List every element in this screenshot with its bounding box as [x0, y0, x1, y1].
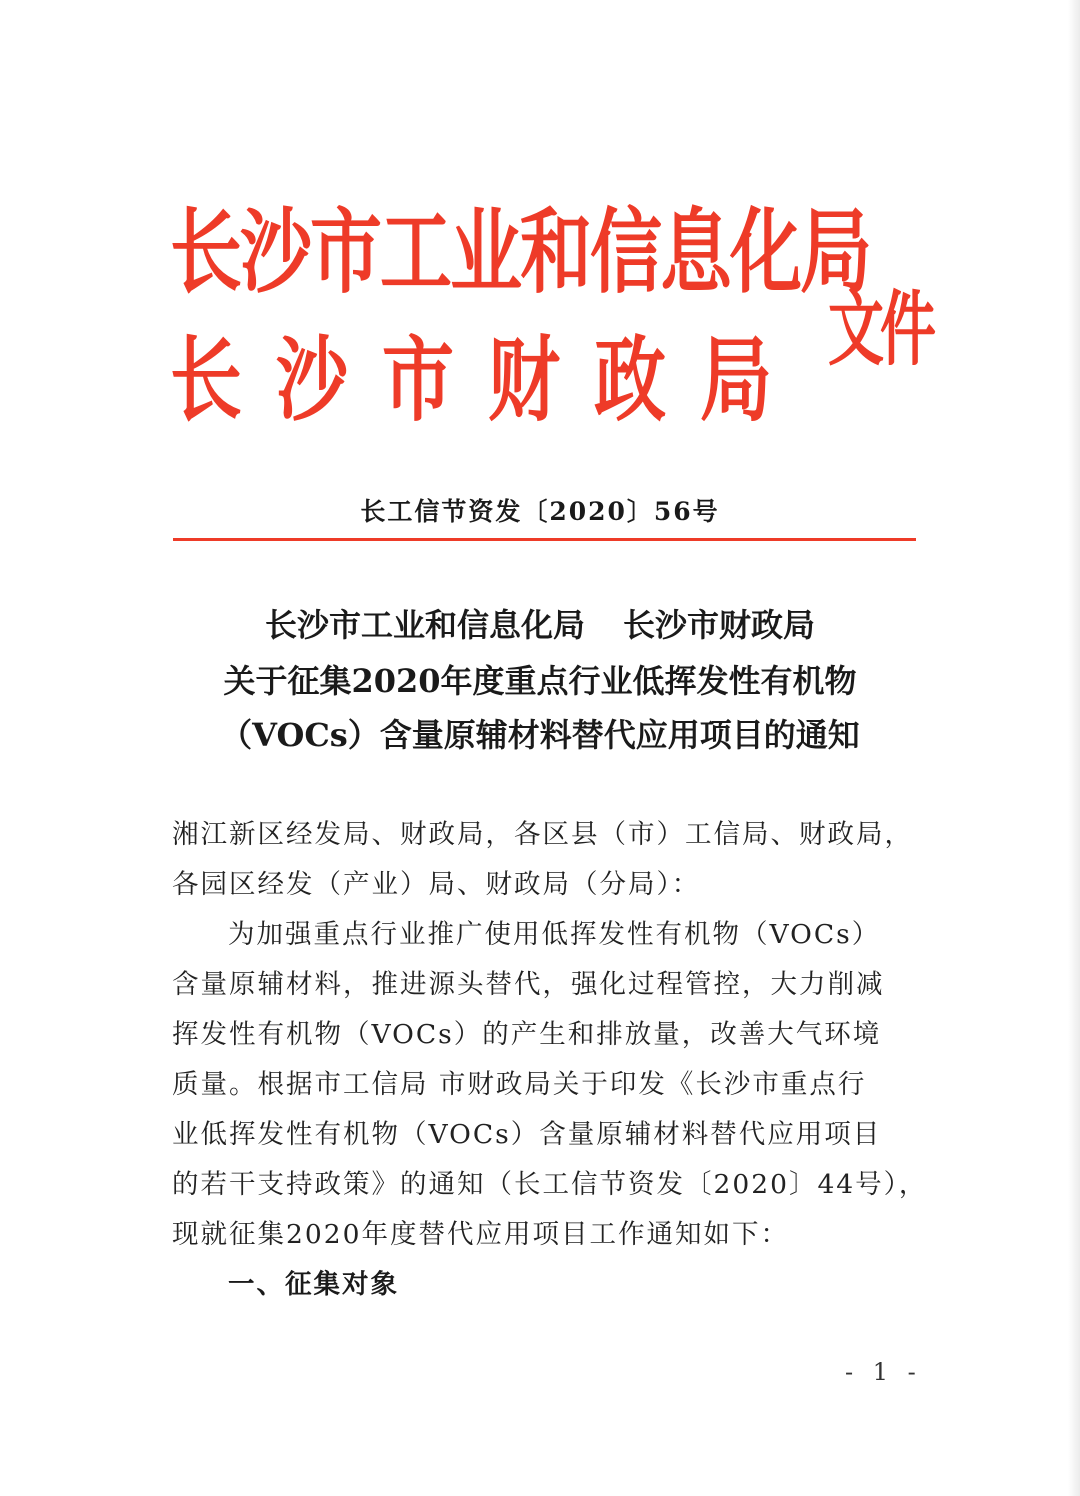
paragraph-line: 业低挥发性有机物（VOCs）含量原辅材料替代应用项目 — [172, 1119, 882, 1150]
paragraph-line: 为加强重点行业推广使用低挥发性有机物（VOCs） — [228, 919, 881, 950]
masthead-line-2: 长沙市财政局 — [170, 325, 807, 434]
title-line-1 — [150, 600, 930, 646]
masthead-suffix: 文件 — [828, 281, 932, 378]
paragraph-line: 质量。根据市工信局 市财政局关于印发《长沙市重点行 — [172, 1069, 867, 1100]
title-issuer-1: 长沙市工业和信息化局 — [264, 606, 585, 644]
title-line-3: （VOCs）含量原辅材料替代应用项目的通知 — [220, 716, 860, 754]
addressee-line-1: 湘江新区经发局、财政局，各区县（市）工信局、财政局， — [172, 819, 913, 850]
title-line-2: 关于征集2020年度重点行业低挥发性有机物 — [223, 662, 857, 700]
paragraph-line: 的若干支持政策》的通知（长工信节资发〔2020〕44号）， — [172, 1169, 928, 1200]
title-issuer-2: 长沙市财政局 — [623, 606, 816, 644]
masthead-line-1: 长沙市工业和信息化局 — [170, 197, 871, 306]
paragraph-line: 含量原辅材料，推进源头替代，强化过程管控，大力削减 — [172, 969, 885, 1000]
page-number: - 1 - — [845, 1358, 922, 1386]
red-divider-line — [173, 538, 916, 541]
document-number: 长工信节资发〔2020〕56号 — [360, 497, 720, 526]
red-masthead — [170, 170, 932, 434]
addressee-line-2: 各园区经发（产业）局、财政局（分局）： — [172, 869, 701, 900]
paragraph-line: 挥发性有机物（VOCs）的产生和排放量，改善大气环境 — [172, 1019, 882, 1050]
page-edge-shadow — [1068, 0, 1080, 1496]
paragraph-line: 现就征集2020年度替代应用项目工作通知如下： — [172, 1219, 789, 1250]
section-heading-1: 一、征集对象 — [228, 1269, 399, 1300]
